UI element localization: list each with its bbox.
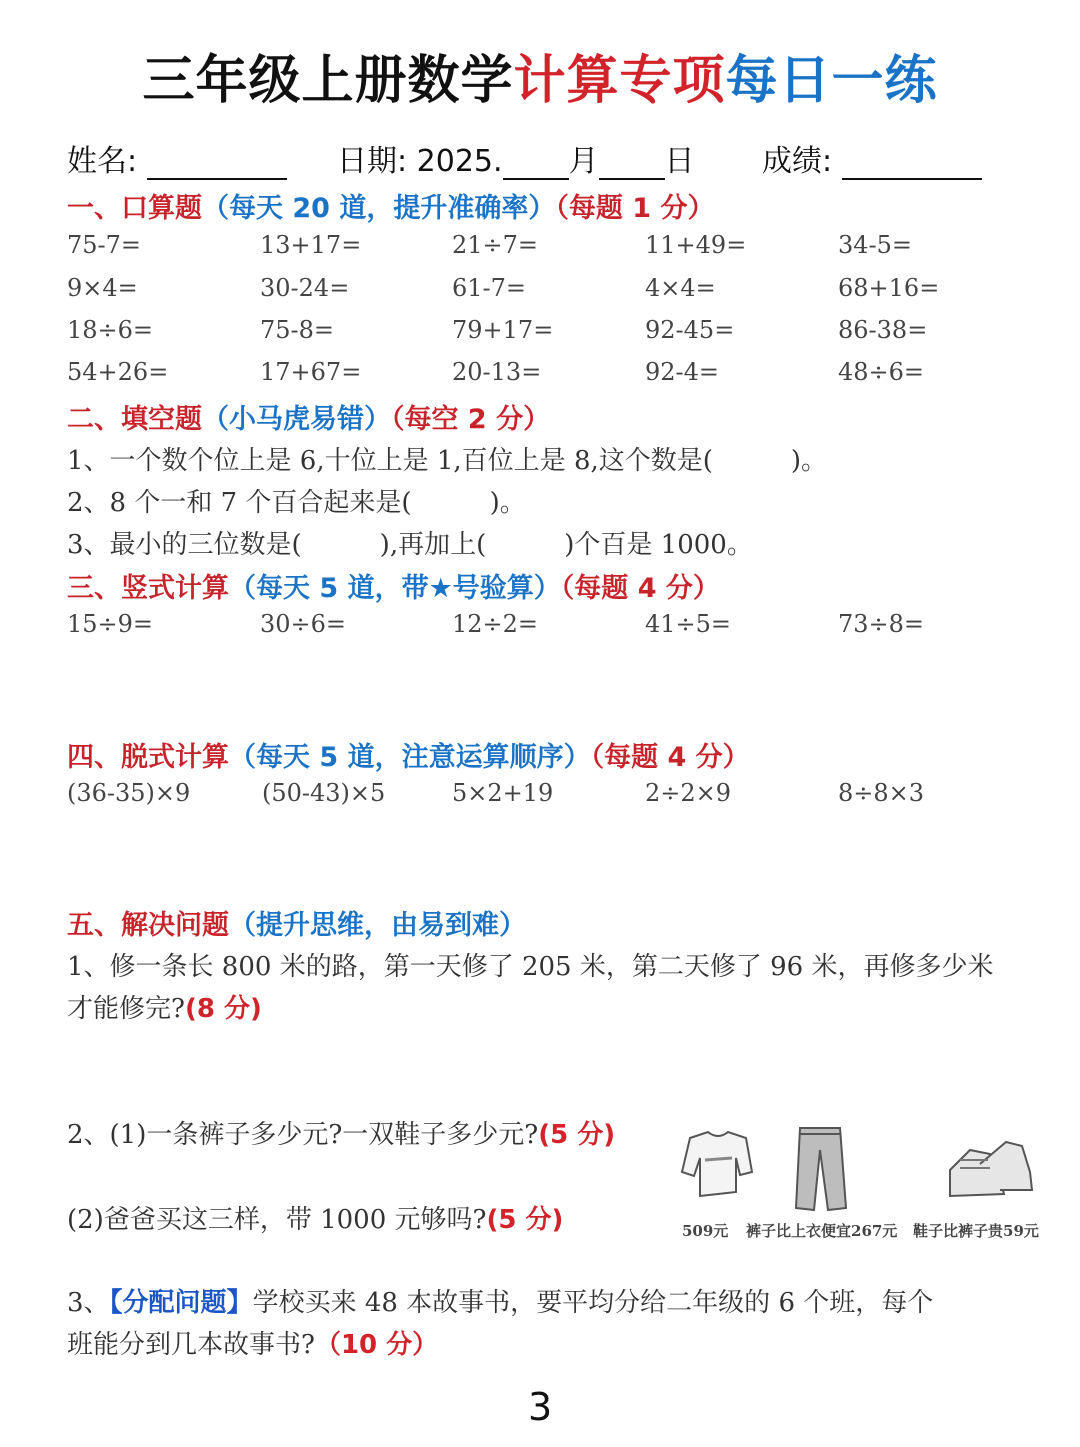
shoes-price-caption: 鞋子比裤子贵59元: [913, 1222, 1039, 1240]
problem-3-score: （10 分）: [314, 1330, 439, 1360]
mental-math-item: 75-7=: [67, 231, 142, 259]
mental-math-item: 75-8=: [260, 316, 335, 344]
mental-math-item: 54+26=: [67, 358, 169, 386]
shirt-icon: [682, 1132, 752, 1196]
problem-2a-score: (5 分): [538, 1120, 616, 1150]
section-5-heading: 五、解决问题（提升思维，由易到难）: [67, 910, 526, 941]
stepwise-calc-item: 8÷8×3: [838, 779, 925, 807]
problem-3-tag: 【分配问题】: [109, 1288, 253, 1318]
mental-math-item: 9×4=: [67, 274, 138, 302]
page-title: [0, 38, 1080, 113]
section-1-heading: 一、口算题（每天 20 道，提升准确率）（每题 1 分）: [67, 193, 715, 224]
mental-math-item: 4×4=: [645, 274, 716, 302]
fill-blank-2: 2、8 个一和 7 个百合起来是( )。: [67, 488, 526, 518]
section-4-heading: 四、脱式计算（每天 5 道，注意运算顺序）（每题 4 分）: [67, 742, 750, 773]
mental-math-item: 21÷7=: [452, 231, 539, 259]
name-blank[interactable]: [147, 148, 287, 180]
title-part2: 计算专项: [513, 51, 726, 111]
day-label: 日: [664, 144, 695, 179]
mental-math-item: 92-4=: [645, 358, 720, 386]
title-part3: 每日一练: [725, 51, 938, 111]
score-label: 成绩:: [762, 144, 833, 179]
problem-2b: (2)爸爸买这三样，带 1000 元够吗?(5 分): [67, 1205, 564, 1235]
mental-math-item: 79+17=: [452, 316, 554, 344]
problem-2b-score: (5 分): [486, 1205, 564, 1235]
mental-math-item: 34-5=: [838, 231, 913, 259]
shoes-icon: [950, 1142, 1032, 1196]
mental-math-item: 20-13=: [452, 358, 542, 386]
mental-math-item: 61-7=: [452, 274, 527, 302]
shirt-price-caption: 509元: [682, 1222, 729, 1240]
pants-price-caption: 裤子比上衣便宜267元: [746, 1222, 898, 1240]
fill-blank-1: 1、一个数个位上是 6,十位上是 1,百位上是 8,这个数是( )。: [67, 446, 828, 476]
mental-math-item: 48÷6=: [838, 358, 925, 386]
score-field: [762, 136, 982, 180]
mental-math-item: 17+67=: [260, 358, 362, 386]
vertical-calc-item: 41÷5=: [645, 610, 732, 638]
month-blank[interactable]: [503, 148, 569, 180]
problem-1-line1: 1、修一条长 800 米的路，第一天修了 205 米，第二天修了 96 米，再修多少米: [67, 952, 994, 982]
problem-3-line1: 3、【分配问题】学校买来 48 本故事书，要平均分给二年级的 6 个班，每个: [67, 1288, 934, 1318]
pants-icon: [796, 1128, 846, 1210]
section-2-heading: 二、填空题（小马虎易错）（每空 2 分）: [67, 404, 551, 435]
problem-2a: 2、(1)一条裤子多少元?一双鞋子多少元?(5 分): [67, 1120, 616, 1150]
problem-3-line2: 班能分到几本故事书?（10 分）: [67, 1330, 439, 1360]
mental-math-item: 13+17=: [260, 231, 362, 259]
section-3-heading: 三、竖式计算（每天 5 道，带★号验算）（每题 4 分）: [67, 573, 720, 604]
stepwise-calc-item: (36-35)×9: [67, 779, 191, 807]
mental-math-item: 11+49=: [645, 231, 747, 259]
title-part1: 三年级上册数学: [142, 51, 514, 111]
name-label: 姓名:: [67, 144, 138, 179]
date-field: [337, 136, 695, 180]
stepwise-calc-item: 5×2+19: [452, 779, 554, 807]
mental-math-item: 18÷6=: [67, 316, 154, 344]
vertical-calc-item: 12÷2=: [452, 610, 539, 638]
mental-math-item: 30-24=: [260, 274, 350, 302]
stepwise-calc-item: (50-43)×5: [262, 779, 386, 807]
problem-1-score: (8 分): [184, 994, 262, 1024]
month-label: 月: [568, 144, 599, 179]
page-number: 3: [528, 1385, 553, 1429]
day-blank[interactable]: [599, 148, 665, 180]
clothing-illustrations: [660, 1120, 1060, 1220]
fill-blank-3: 3、最小的三位数是( ),再加上( )个百是 1000。: [67, 530, 753, 560]
date-label: 日期: 2025.: [337, 144, 503, 179]
stepwise-calc-item: 2÷2×9: [645, 779, 732, 807]
vertical-calc-item: 30÷6=: [260, 610, 347, 638]
name-field: [67, 136, 287, 180]
mental-math-item: 68+16=: [838, 274, 940, 302]
problem-1-line2: 才能修完?(8 分): [67, 994, 262, 1024]
score-blank[interactable]: [842, 148, 982, 180]
vertical-calc-item: 15÷9=: [67, 610, 154, 638]
vertical-calc-item: 73÷8=: [838, 610, 925, 638]
mental-math-item: 86-38=: [838, 316, 928, 344]
mental-math-item: 92-45=: [645, 316, 735, 344]
